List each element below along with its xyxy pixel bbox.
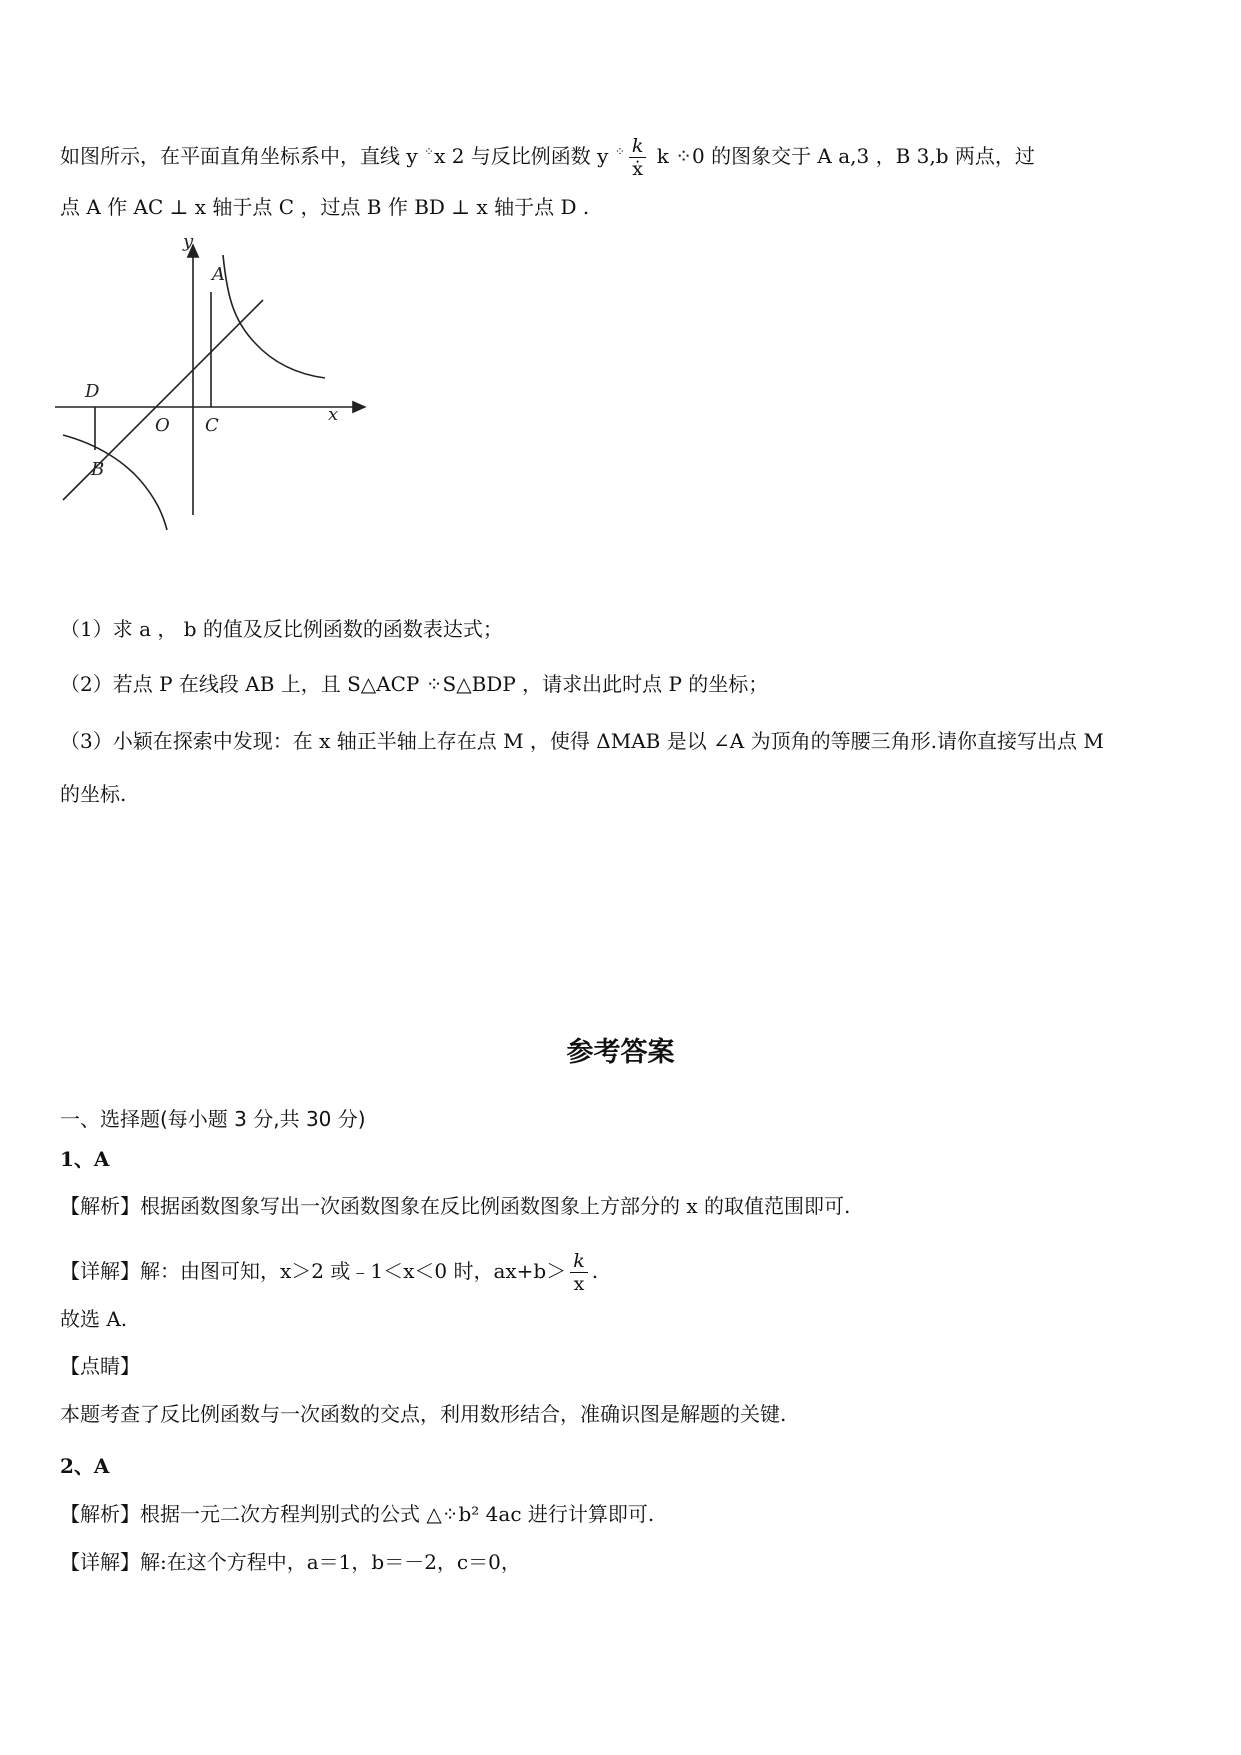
question-3-cont: 的坐标. [60, 782, 127, 806]
label-O: O [155, 415, 170, 436]
detail-period: . [591, 1259, 599, 1283]
hyperbola-branch-1 [223, 255, 325, 378]
question-2: （2）若点 P 在线段 AB 上，且 S△ACP ⁘S△BDP ，请求出此时点 P 的坐标； [60, 672, 769, 696]
label-x: x [328, 404, 339, 425]
label-D: D [85, 381, 100, 402]
problem-text-b: x 2 与反比例函数 y [434, 144, 615, 168]
problem-text-a: 如图所示，在平面直角坐标系中，直线 y [60, 144, 425, 168]
answer-2-detail: 【详解】解:在这个方程中，a＝1，b＝－2，c＝0， [60, 1550, 521, 1574]
detail-text: 【详解】解：由图可知，x＞2 或﹣1＜x＜0 时，ax+b＞ [60, 1259, 567, 1283]
problem-text-c: k ⁘0 的图象交于 A a,3 ，B 3,b 两点，过 [650, 144, 1035, 168]
section-heading: 一、选择题(每小题 3 分,共 30 分) [60, 1107, 366, 1131]
garbled-mark: ⁘ [424, 144, 435, 159]
answer-1-comment: 本题考查了反比例函数与一次函数的交点，利用数形结合，准确识图是解题的关键. [60, 1402, 787, 1426]
answer-1-choice: 故选 A. [60, 1307, 128, 1331]
label-C: C [205, 415, 219, 436]
hyperbola-branch-2 [63, 435, 167, 530]
label-y: y [183, 235, 194, 252]
coordinate-figure [55, 235, 395, 545]
fraction-k-over-x [570, 1250, 588, 1295]
answer-1-number: 1、A [60, 1147, 110, 1171]
question-1: （1）求 a ， b 的值及反比例函数的函数表达式； [60, 617, 503, 641]
fraction-numerator: k [570, 1250, 588, 1273]
answers-title: 参考答案 [566, 1037, 675, 1068]
problem-line-1 [60, 135, 1035, 180]
label-B: B [91, 459, 105, 480]
fraction-denominator: x [573, 1273, 585, 1295]
garbled-mark: ⁘ [614, 144, 625, 159]
fraction-denominator: ẋ [632, 158, 643, 180]
label-A: A [212, 264, 225, 285]
question-3: （3）小颖在探索中发现：在 x 轴正半轴上存在点 M ，使得 ΔMAB 是以 ∠A 为顶角的等腰三角形.请你直接写出点 M [60, 729, 1104, 753]
problem-line-2: 点 A 作 AC ⊥ x 轴于点 C ，过点 B 作 BD ⊥ x 轴于点 D . [60, 195, 590, 219]
answer-1-comment-heading: 【点睛】 [60, 1354, 140, 1378]
fraction-numerator: k [629, 135, 647, 158]
answer-2-analysis: 【解析】根据一元二次方程判别式的公式 △⁘b² 4ac 进行计算即可. [60, 1502, 655, 1526]
answer-2-number: 2、A [60, 1454, 110, 1478]
answer-1-detail [60, 1250, 598, 1295]
answer-1-analysis: 【解析】根据函数图象写出一次函数图象在反比例函数图象上方部分的 x 的取值范围即可. [60, 1194, 851, 1218]
fraction-k-over-x [629, 135, 647, 180]
